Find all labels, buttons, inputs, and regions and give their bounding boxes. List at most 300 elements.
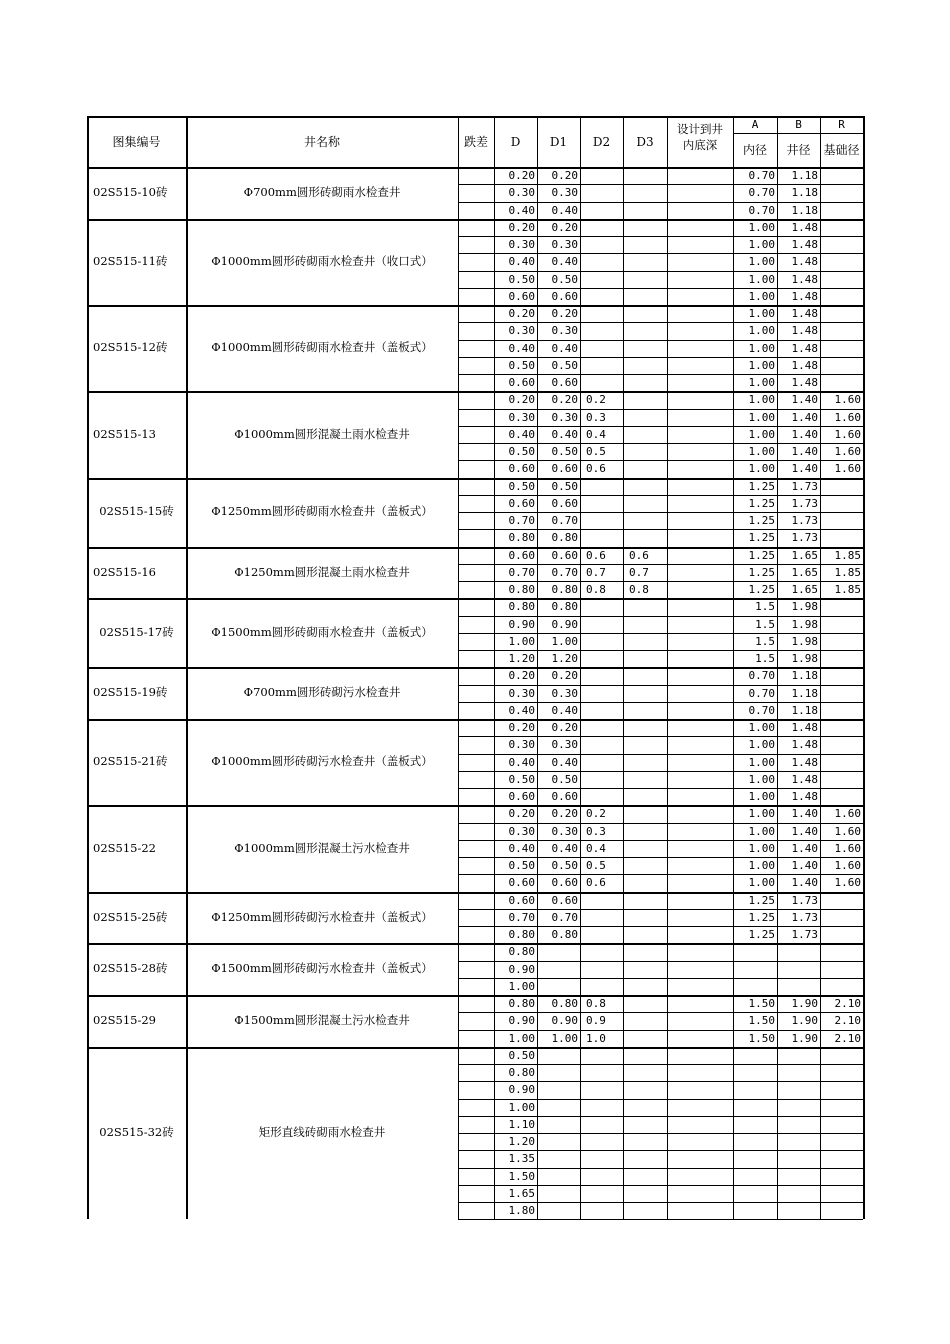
row-divider	[458, 1168, 863, 1169]
value-d2: 0.5	[586, 859, 606, 873]
value-d1: 0.70	[551, 514, 578, 528]
value-a: 0.70	[748, 703, 775, 717]
value-d2: 0.6	[586, 462, 606, 476]
value-d: 0.60	[508, 462, 535, 476]
value-b: 1.40	[791, 841, 818, 855]
value-b: 1.48	[791, 738, 818, 752]
value-a: 0.70	[748, 169, 775, 183]
value-a: 0.70	[748, 186, 775, 200]
value-a: 1.25	[748, 548, 775, 562]
value-r: 1.60	[834, 876, 861, 890]
header-a: A	[751, 118, 759, 131]
value-d: 0.60	[508, 548, 535, 562]
value-d: 0.80	[508, 1066, 535, 1080]
value-a: 1.00	[748, 859, 775, 873]
table-left-border	[87, 116, 89, 1219]
value-a: 1.5	[755, 652, 775, 666]
header-depth-line: 内底深	[682, 137, 718, 152]
value-d1: 0.50	[551, 445, 578, 459]
header-r-sub: 基础径	[823, 143, 860, 157]
value-d: 0.20	[508, 721, 535, 735]
row-divider	[458, 409, 863, 410]
value-d: 0.60	[508, 289, 535, 303]
row-divider	[458, 1064, 863, 1065]
value-b: 1.98	[791, 600, 818, 614]
value-d1: 0.70	[551, 565, 578, 579]
value-r: 2.10	[834, 1031, 861, 1045]
drawing-code: 02S515-21砖	[93, 754, 168, 769]
value-d: 0.50	[508, 479, 535, 493]
value-r: 1.60	[834, 427, 861, 441]
row-divider	[458, 564, 863, 565]
drawing-code: 02S515-29	[93, 1013, 156, 1028]
value-d1: 0.60	[551, 376, 578, 390]
header-r: R	[838, 118, 845, 131]
row-divider	[458, 443, 863, 444]
column-divider	[667, 116, 668, 1219]
value-a: 1.5	[755, 600, 775, 614]
well-name: Φ1500mm圆形砖砌污水检查井（盖板式）	[211, 961, 433, 976]
row-divider	[458, 650, 863, 651]
drawing-code: 02S515-16	[93, 564, 156, 579]
column-divider	[494, 116, 495, 1219]
well-name: Φ1000mm圆形砖砌雨水检查井（收口式）	[211, 254, 433, 269]
value-b: 1.98	[791, 652, 818, 666]
value-d: 0.80	[508, 531, 535, 545]
value-d1: 0.20	[551, 169, 578, 183]
value-d1: 0.40	[551, 255, 578, 269]
value-a: 1.00	[748, 772, 775, 786]
header-d3: D3	[636, 134, 654, 149]
value-a: 1.25	[748, 565, 775, 579]
value-a: 1.00	[748, 220, 775, 234]
value-d1: 0.60	[551, 876, 578, 890]
well-name: Φ1500mm圆形混凝土污水检查井	[234, 1013, 410, 1028]
row-divider	[458, 1012, 863, 1013]
column-divider	[777, 116, 778, 1219]
value-d: 0.30	[508, 186, 535, 200]
value-r: 1.60	[834, 824, 861, 838]
value-d: 1.10	[508, 1117, 535, 1131]
row-divider	[458, 874, 863, 875]
row-divider	[458, 736, 863, 737]
value-b: 1.40	[791, 807, 818, 821]
value-d: 1.20	[508, 1135, 535, 1149]
value-b: 1.18	[791, 703, 818, 717]
value-d: 0.40	[508, 341, 535, 355]
well-name: Φ1250mm圆形砖砌雨水检查井（盖板式）	[211, 504, 433, 519]
value-b: 1.73	[791, 893, 818, 907]
value-d1: 0.20	[551, 721, 578, 735]
row-divider	[458, 1081, 863, 1082]
value-d1: 0.80	[551, 600, 578, 614]
value-b: 1.98	[791, 617, 818, 631]
header-depth-line: 设计到井	[677, 122, 723, 136]
value-d1: 0.30	[551, 324, 578, 338]
value-b: 1.90	[791, 1014, 818, 1028]
value-r: 2.10	[834, 1014, 861, 1028]
drawing-code: 02S515-19砖	[93, 685, 168, 700]
value-d: 0.90	[508, 617, 535, 631]
value-a: 1.00	[748, 738, 775, 752]
value-d: 0.50	[508, 772, 535, 786]
row-divider	[458, 1150, 863, 1151]
header-b-sub: 井径	[786, 143, 811, 157]
row-divider	[458, 1133, 863, 1134]
value-d2: 0.2	[586, 807, 606, 821]
value-d: 0.90	[508, 1083, 535, 1097]
value-d: 0.30	[508, 410, 535, 424]
drawing-code: 02S515-32砖	[99, 1125, 174, 1140]
header-d2: D2	[592, 134, 611, 149]
header-name: 井名称	[303, 134, 340, 149]
value-d: 0.40	[508, 755, 535, 769]
value-a: 1.00	[748, 427, 775, 441]
value-d: 0.80	[508, 600, 535, 614]
value-d1: 0.60	[551, 893, 578, 907]
value-d1: 0.50	[551, 479, 578, 493]
value-a: 1.25	[748, 910, 775, 924]
value-b: 1.18	[791, 203, 818, 217]
value-a: 1.00	[748, 341, 775, 355]
value-d: 0.50	[508, 445, 535, 459]
value-d: 1.50	[508, 1169, 535, 1183]
value-d1: 0.80	[551, 583, 578, 597]
value-d: 0.60	[508, 876, 535, 890]
header-drop: 跌差	[463, 134, 488, 149]
value-d2: 0.3	[586, 410, 606, 424]
value-b: 1.90	[791, 1031, 818, 1045]
value-b: 1.40	[791, 427, 818, 441]
value-d2: 0.6	[586, 548, 606, 562]
value-a: 1.00	[748, 445, 775, 459]
row-divider	[458, 702, 863, 703]
row-divider	[458, 1030, 863, 1031]
value-b: 1.48	[791, 307, 818, 321]
value-a: 1.50	[748, 1031, 775, 1045]
value-d1: 0.80	[551, 531, 578, 545]
value-a: 1.00	[748, 807, 775, 821]
row-divider	[458, 529, 863, 530]
value-a: 1.00	[748, 841, 775, 855]
well-spec-table	[87, 116, 863, 1220]
value-b: 1.65	[791, 565, 818, 579]
value-d1: 0.30	[551, 738, 578, 752]
value-d1: 0.40	[551, 203, 578, 217]
row-divider	[458, 633, 863, 634]
value-b: 1.40	[791, 445, 818, 459]
value-b: 1.98	[791, 634, 818, 648]
header-a-sub: 内径	[742, 143, 767, 157]
value-d: 0.20	[508, 169, 535, 183]
drawing-code: 02S515-13	[93, 426, 156, 441]
row-divider	[458, 253, 863, 254]
value-d1: 0.60	[551, 289, 578, 303]
value-d: 0.40	[508, 255, 535, 269]
value-b: 1.73	[791, 496, 818, 510]
row-divider	[458, 236, 863, 237]
header-d: D	[510, 134, 521, 149]
row-divider	[458, 909, 863, 910]
value-a: 1.00	[748, 824, 775, 838]
value-a: 1.25	[748, 479, 775, 493]
value-a: 1.25	[748, 893, 775, 907]
value-d3: 0.8	[629, 583, 649, 597]
value-a: 0.70	[748, 686, 775, 700]
value-d: 0.40	[508, 841, 535, 855]
value-b: 1.48	[791, 772, 818, 786]
value-a: 1.25	[748, 583, 775, 597]
row-divider	[458, 340, 863, 341]
value-b: 1.73	[791, 928, 818, 942]
value-b: 1.73	[791, 910, 818, 924]
value-r: 1.60	[834, 859, 861, 873]
column-divider	[580, 116, 581, 1219]
value-r: 1.60	[834, 410, 861, 424]
value-b: 1.48	[791, 255, 818, 269]
value-d: 0.40	[508, 703, 535, 717]
value-d: 0.50	[508, 272, 535, 286]
value-a: 1.00	[748, 393, 775, 407]
value-d2: 0.5	[586, 445, 606, 459]
row-divider	[458, 788, 863, 789]
value-r: 1.60	[834, 807, 861, 821]
value-d1: 0.20	[551, 220, 578, 234]
value-b: 1.18	[791, 186, 818, 200]
value-d: 0.80	[508, 583, 535, 597]
value-d1: 0.20	[551, 669, 578, 683]
well-name: Φ1000mm圆形混凝土雨水检查井	[234, 426, 410, 441]
value-r: 2.10	[834, 997, 861, 1011]
header-d1: D1	[549, 134, 568, 149]
value-a: 0.70	[748, 203, 775, 217]
value-b: 1.48	[791, 755, 818, 769]
value-d: 0.20	[508, 307, 535, 321]
value-d2: 0.6	[586, 876, 606, 890]
value-d2: 0.3	[586, 824, 606, 838]
value-a: 1.25	[748, 928, 775, 942]
value-b: 1.48	[791, 289, 818, 303]
value-d1: 0.40	[551, 703, 578, 717]
value-a: 1.00	[748, 755, 775, 769]
row-divider	[458, 460, 863, 461]
value-a: 1.00	[748, 289, 775, 303]
value-a: 1.00	[748, 462, 775, 476]
value-d: 1.00	[508, 634, 535, 648]
value-d: 0.50	[508, 358, 535, 372]
value-d: 0.80	[508, 945, 535, 959]
value-b: 1.48	[791, 376, 818, 390]
value-a: 1.5	[755, 634, 775, 648]
row-divider	[458, 184, 863, 185]
row-divider	[458, 1185, 863, 1186]
value-d: 0.20	[508, 807, 535, 821]
row-divider	[458, 271, 863, 272]
drawing-code: 02S515-25砖	[93, 909, 168, 924]
well-name: Φ700mm圆形砖砌污水检查井	[243, 685, 401, 700]
value-d: 0.30	[508, 238, 535, 252]
value-d: 0.20	[508, 393, 535, 407]
value-b: 1.40	[791, 393, 818, 407]
value-d2: 0.8	[586, 997, 606, 1011]
value-d1: 0.30	[551, 238, 578, 252]
value-d: 0.50	[508, 1048, 535, 1062]
value-d: 0.70	[508, 565, 535, 579]
value-a: 1.00	[748, 876, 775, 890]
drawing-code: 02S515-10砖	[93, 185, 168, 200]
well-name: Φ1000mm圆形砖砌污水检查井（盖板式）	[211, 754, 433, 769]
value-a: 1.25	[748, 496, 775, 510]
value-a: 1.25	[748, 531, 775, 545]
value-d: 0.90	[508, 962, 535, 976]
value-d1: 0.80	[551, 997, 578, 1011]
value-d: 0.60	[508, 376, 535, 390]
value-b: 1.73	[791, 531, 818, 545]
value-d: 1.65	[508, 1186, 535, 1200]
column-divider	[186, 116, 188, 1219]
row-divider	[458, 771, 863, 772]
value-d2: 0.2	[586, 393, 606, 407]
well-name: Φ700mm圆形砖砌雨水检查井	[243, 185, 401, 200]
value-d1: 0.70	[551, 910, 578, 924]
value-b: 1.40	[791, 824, 818, 838]
value-d1: 0.40	[551, 341, 578, 355]
value-d1: 0.60	[551, 496, 578, 510]
well-name: 矩形直线砖砌雨水检查井	[258, 1125, 386, 1140]
value-d: 0.30	[508, 324, 535, 338]
value-d: 0.40	[508, 427, 535, 441]
value-b: 1.40	[791, 410, 818, 424]
well-name: Φ1000mm圆形砖砌雨水检查井（盖板式）	[211, 340, 433, 355]
value-a: 1.50	[748, 997, 775, 1011]
header-bottom-border	[87, 167, 863, 169]
row-divider	[458, 1219, 863, 1220]
row-divider	[458, 322, 863, 323]
value-d2: 0.7	[586, 565, 606, 579]
table-right-border	[863, 116, 865, 1219]
value-b: 1.48	[791, 324, 818, 338]
value-b: 1.48	[791, 358, 818, 372]
value-d: 0.80	[508, 928, 535, 942]
value-b: 1.18	[791, 169, 818, 183]
value-d: 1.80	[508, 1204, 535, 1218]
value-a: 1.00	[748, 358, 775, 372]
row-divider	[458, 495, 863, 496]
value-d2: 0.9	[586, 1014, 606, 1028]
row-divider	[458, 1116, 863, 1117]
header-depth	[667, 122, 733, 156]
value-b: 1.18	[791, 686, 818, 700]
value-a: 1.00	[748, 721, 775, 735]
value-r: 1.85	[834, 548, 861, 562]
value-d1: 0.30	[551, 410, 578, 424]
value-d2: 0.4	[586, 427, 606, 441]
drawing-code: 02S515-28砖	[93, 961, 168, 976]
row-divider	[458, 426, 863, 427]
value-a: 1.00	[748, 790, 775, 804]
value-a: 1.00	[748, 238, 775, 252]
value-d: 1.00	[508, 979, 535, 993]
drawing-code: 02S515-11砖	[93, 254, 168, 269]
value-a: 1.00	[748, 307, 775, 321]
value-b: 1.48	[791, 238, 818, 252]
drawing-code: 02S515-17砖	[99, 625, 174, 639]
value-r: 1.60	[834, 841, 861, 855]
value-d1: 0.90	[551, 617, 578, 631]
well-name: Φ1250mm圆形混凝土雨水检查井	[234, 564, 410, 579]
value-r: 1.85	[834, 565, 861, 579]
column-divider	[623, 116, 624, 1219]
value-d2: 0.4	[586, 841, 606, 855]
drawing-code: 02S515-22	[93, 840, 156, 855]
value-b: 1.73	[791, 479, 818, 493]
row-divider	[458, 357, 863, 358]
value-d: 1.00	[508, 1100, 535, 1114]
value-d1: 0.60	[551, 548, 578, 562]
value-d1: 0.60	[551, 462, 578, 476]
drawing-code: 02S515-15砖	[99, 504, 174, 519]
value-b: 1.48	[791, 272, 818, 286]
value-d1: 0.50	[551, 772, 578, 786]
value-d: 0.20	[508, 669, 535, 683]
value-d: 0.60	[508, 893, 535, 907]
value-d: 0.70	[508, 514, 535, 528]
value-d1: 0.90	[551, 1014, 578, 1028]
header-code: 图集编号	[112, 134, 161, 149]
table-top-border	[87, 116, 863, 118]
value-d: 0.40	[508, 203, 535, 217]
well-name: Φ1000mm圆形混凝土污水检查井	[234, 840, 410, 855]
row-divider	[458, 288, 863, 289]
value-b: 1.18	[791, 669, 818, 683]
value-r: 1.60	[834, 462, 861, 476]
value-b: 1.48	[791, 790, 818, 804]
value-d: 0.70	[508, 910, 535, 924]
drawing-code: 02S515-12砖	[93, 340, 168, 355]
value-d: 0.30	[508, 686, 535, 700]
value-b: 1.90	[791, 997, 818, 1011]
row-divider	[458, 202, 863, 203]
value-d: 1.20	[508, 652, 535, 666]
column-divider	[820, 116, 821, 1219]
value-a: 0.70	[748, 669, 775, 683]
value-r: 1.60	[834, 393, 861, 407]
value-b: 1.40	[791, 859, 818, 873]
value-b: 1.40	[791, 876, 818, 890]
value-d: 0.30	[508, 824, 535, 838]
value-a: 1.00	[748, 376, 775, 390]
value-d3: 0.6	[629, 548, 649, 562]
value-d1: 0.30	[551, 824, 578, 838]
value-r: 1.85	[834, 583, 861, 597]
row-divider	[458, 754, 863, 755]
value-d1: 0.80	[551, 928, 578, 942]
value-d: 0.60	[508, 496, 535, 510]
value-a: 1.00	[748, 272, 775, 286]
value-d2: 1.0	[586, 1031, 606, 1045]
column-divider	[458, 116, 459, 1219]
value-d1: 0.50	[551, 859, 578, 873]
row-divider	[458, 926, 863, 927]
value-b: 1.48	[791, 721, 818, 735]
value-a: 1.50	[748, 1014, 775, 1028]
value-d1: 0.20	[551, 393, 578, 407]
row-divider	[458, 1099, 863, 1100]
value-b: 1.65	[791, 548, 818, 562]
row-divider	[458, 1202, 863, 1203]
value-d1: 0.20	[551, 307, 578, 321]
value-d: 1.00	[508, 1031, 535, 1045]
